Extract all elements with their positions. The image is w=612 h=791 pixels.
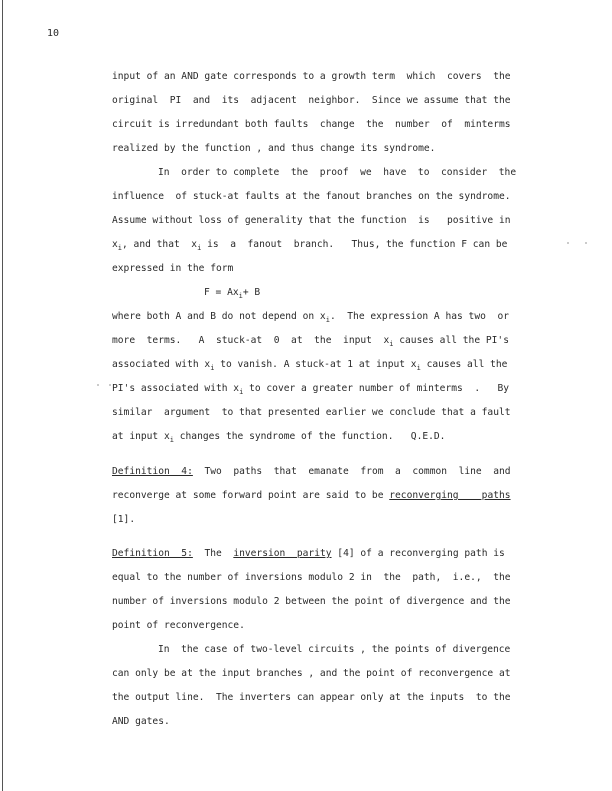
paragraph-line: input of an AND gate corresponds to a growth term which covers the xyxy=(112,71,511,82)
paragraph-line: realized by the function , and thus change its syndrome. xyxy=(112,143,436,154)
paragraph-line: original PI and its adjacent neighbor. Since we assume that the xyxy=(112,95,511,106)
paragraph-line: In the case of two-level circuits , the points of divergence xyxy=(158,644,511,655)
definition-4-line: Definition 4: Two paths that emanate from a common line and xyxy=(112,466,511,477)
paragraph-line: associated with $x_i$ to vanish. A stuck-at 1 at input $x_i$ causes all the xyxy=(112,359,508,372)
paragraph-line: at input $x_i$ changes the syndrome of the function. Q.E.D. xyxy=(112,431,446,444)
definition-label: Definition 5: xyxy=(112,548,193,559)
definition-label: Definition 4: xyxy=(112,466,193,477)
definition-5-line: Definition 5: The inversion parity [4] of a reconverging path is xyxy=(112,548,505,559)
paragraph-line: In order to complete the proof we have to consider the xyxy=(158,167,517,178)
scan-speck xyxy=(567,242,569,244)
paragraph-line: expressed in the form xyxy=(112,263,234,274)
defined-term: reconverging paths xyxy=(389,490,511,501)
scan-speck xyxy=(97,384,99,386)
scan-left-edge-rule xyxy=(2,0,3,791)
defined-term: inversion parity xyxy=(233,548,332,559)
paragraph-line: $x_i$, and that $x_i$ is a fanout branch. Thus, the function F can be xyxy=(112,239,508,252)
definition-4-line: reconverge at some forward point are said to be reconverging paths xyxy=(112,490,511,501)
paragraph-line: influence of stuck-at faults at the fanout branches on the syndrome. xyxy=(112,191,511,202)
scan-speck xyxy=(109,384,111,386)
paragraph-line: where both A and B do not depend on $x_i$. The expression A has two or xyxy=(112,311,509,324)
definition-5-line: equal to the number of inversions modulo 2 in the path, i.e., the xyxy=(112,572,511,583)
paragraph-line: Assume without loss of generality that the function is positive in xyxy=(112,215,511,226)
equation: $F = Ax_i+ B$ xyxy=(204,287,261,300)
paragraph-line: the output line. The inverters can appear only at the inputs to the xyxy=(112,692,511,703)
definition-5-line: point of reconvergence. xyxy=(112,620,245,631)
paragraph-line: more terms. A stuck-at 0 at the input $x_i$ causes all the PI's xyxy=(112,335,509,348)
paragraph-line: AND gates. xyxy=(112,716,170,727)
paragraph-line: PI's associated with $x_i$ to cover a greater number of minterms . By xyxy=(112,383,509,396)
scan-speck xyxy=(585,242,587,244)
paragraph-line: similar argument to that presented earlier we conclude that a fault xyxy=(112,407,511,418)
definition-4-line: [1]. xyxy=(112,514,136,525)
definition-5-line: number of inversions modulo 2 between the point of divergence and the xyxy=(112,596,511,607)
paragraph-line: can only be at the input branches , and the point of reconvergence at xyxy=(112,668,511,679)
paragraph-line: circuit is irredundant both faults change the number of minterms xyxy=(112,119,511,130)
page-number: 10 xyxy=(47,28,60,39)
